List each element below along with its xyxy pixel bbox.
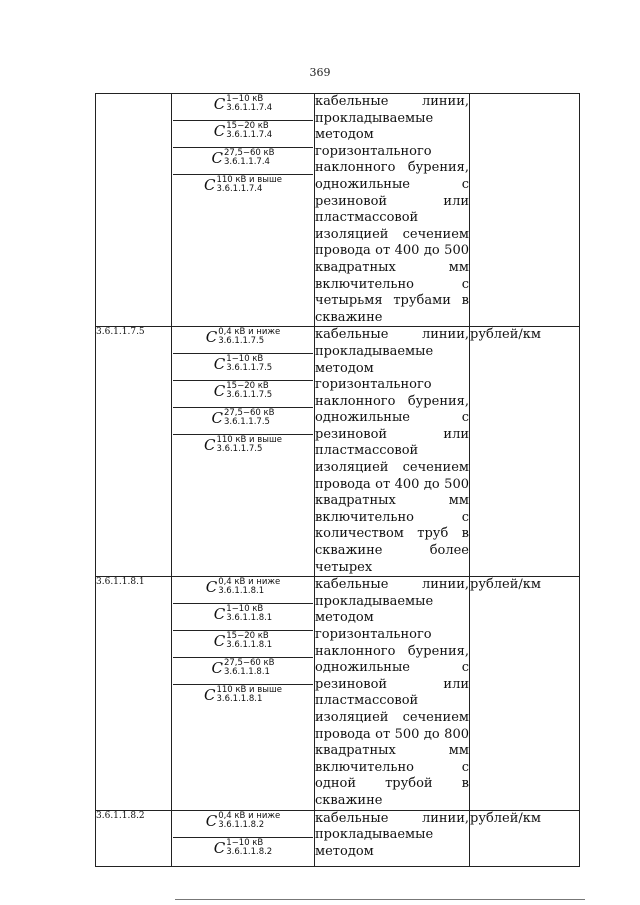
symbol-superscript: 1−10 кВ — [226, 354, 264, 365]
symbol-subscript: 3.6.1.1.8.2 — [226, 846, 273, 857]
row-code — [96, 94, 172, 327]
symbol-subscript: 3.6.1.1.7.5 — [226, 390, 273, 401]
formula — [214, 355, 272, 373]
cost-symbol — [173, 327, 313, 354]
symbol-superscript: 1−10 кВ — [226, 94, 264, 104]
symbol-base: C — [205, 811, 218, 830]
symbol-superscript: 27,5−60 кВ — [223, 658, 275, 669]
symbol-base: C — [213, 838, 226, 857]
cost-symbol — [173, 685, 313, 712]
row-code: 3.6.1.1.8.1 — [96, 577, 172, 810]
symbol-base: C — [211, 149, 223, 167]
row-unit: рублей/км — [470, 577, 580, 810]
table-row — [96, 810, 580, 866]
cost-symbol — [173, 408, 313, 435]
row-unit: рублей/км — [470, 327, 580, 577]
formula — [204, 436, 282, 454]
table-row — [96, 577, 580, 810]
symbol-subscript: 3.6.1.1.7.5 — [223, 417, 270, 428]
cost-symbol — [173, 94, 313, 121]
symbol-base: C — [203, 436, 216, 455]
symbol-superscript: 110 кВ и выше — [216, 685, 283, 696]
cost-symbol — [173, 838, 313, 865]
symbol-base: C — [211, 409, 223, 428]
symbol-base: C — [211, 659, 223, 678]
symbol-subscript: 3.6.1.1.8.2 — [218, 819, 265, 830]
row-unit: рублей/км — [470, 810, 580, 866]
symbol-superscript: 15−20 кВ — [226, 381, 269, 392]
symbol-base: C — [205, 328, 218, 347]
symbol-subscript: 3.6.1.1.8.1 — [226, 640, 273, 651]
symbol-superscript: 0,4 кВ и ниже — [218, 327, 281, 338]
symbol-superscript: 15−20 кВ — [226, 121, 269, 131]
formula — [211, 149, 274, 167]
tariff-table — [95, 93, 580, 867]
symbol-base: C — [213, 122, 226, 140]
formula — [214, 95, 272, 113]
row-symbols — [172, 327, 315, 577]
cost-symbol — [173, 354, 313, 381]
formula — [204, 176, 282, 194]
cost-symbol — [173, 148, 313, 175]
symbol-subscript: 3.6.1.1.7.5 — [216, 444, 263, 455]
footer-rule — [175, 899, 585, 900]
page-number: 369 — [309, 66, 331, 79]
row-symbols — [172, 577, 315, 810]
formula — [211, 409, 274, 427]
formula — [214, 839, 272, 857]
symbol-superscript: 110 кВ и выше — [216, 175, 283, 185]
symbol-base: C — [213, 382, 226, 401]
cost-symbol — [173, 577, 313, 604]
symbol-subscript: 3.6.1.1.7.4 — [226, 130, 273, 140]
formula — [214, 382, 272, 400]
symbol-subscript: 3.6.1.1.7.4 — [226, 103, 273, 113]
cost-symbol — [173, 658, 313, 685]
cost-symbol — [173, 435, 313, 462]
formula — [206, 812, 281, 830]
table-body — [96, 94, 580, 867]
formula — [206, 578, 281, 596]
symbol-subscript: 3.6.1.1.7.4 — [216, 184, 263, 194]
cost-symbol — [173, 811, 313, 838]
symbol-superscript: 1−10 кВ — [226, 837, 264, 848]
symbol-superscript: 110 кВ и выше — [216, 435, 283, 446]
symbol-superscript: 15−20 кВ — [226, 631, 269, 642]
symbol-subscript: 3.6.1.1.7.5 — [226, 363, 273, 374]
row-symbols — [172, 810, 315, 866]
symbol-subscript: 3.6.1.1.7.5 — [218, 336, 265, 347]
row-code: 3.6.1.1.7.5 — [96, 327, 172, 577]
formula — [214, 122, 272, 140]
table-row — [96, 327, 580, 577]
formula — [214, 605, 272, 623]
formula — [204, 686, 282, 704]
cost-symbol — [173, 121, 313, 148]
symbol-superscript: 27,5−60 кВ — [223, 148, 275, 158]
symbol-subscript: 3.6.1.1.8.1 — [218, 586, 265, 597]
symbol-base: C — [213, 605, 226, 624]
row-symbols — [172, 94, 315, 327]
row-unit — [470, 94, 580, 327]
formula — [211, 659, 274, 677]
cost-symbol — [173, 604, 313, 631]
symbol-base: C — [203, 176, 216, 194]
row-description: кабельные линии, прокладываемые методом горизонтального наклонного бурения, одножильные с резиновой или пластмассовой изоляцией сечением провода от 400 до 500 квадратных мм включительно с четырьмя трубами в скважине — [315, 94, 470, 327]
table-row — [96, 94, 580, 327]
cost-symbol — [173, 631, 313, 658]
formula — [214, 632, 272, 650]
symbol-subscript: 3.6.1.1.8.1 — [226, 613, 273, 624]
symbol-subscript: 3.6.1.1.8.1 — [223, 667, 270, 678]
symbol-base: C — [213, 355, 226, 374]
symbol-base: C — [213, 632, 226, 651]
symbol-superscript: 0,4 кВ и ниже — [218, 810, 281, 821]
cost-symbol — [173, 175, 313, 202]
symbol-subscript: 3.6.1.1.7.4 — [223, 157, 270, 167]
cost-symbol — [173, 381, 313, 408]
symbol-superscript: 1−10 кВ — [226, 604, 264, 615]
symbol-base: C — [203, 686, 216, 705]
row-description: кабельные линии, прокладываемые методом горизонтального наклонного бурения, одножильные с резиновой или пластмассовой изоляцией сечением провода от 400 до 500 квадратных мм включительно с количеством труб в скважине более четырех — [315, 327, 470, 577]
formula — [206, 328, 281, 346]
symbol-base: C — [213, 95, 226, 113]
row-description: кабельные линии, прокладываемые методом — [315, 810, 470, 866]
symbol-superscript: 0,4 кВ и ниже — [218, 577, 281, 588]
row-code: 3.6.1.1.8.2 — [96, 810, 172, 866]
symbol-base: C — [205, 578, 218, 597]
symbol-subscript: 3.6.1.1.8.1 — [216, 694, 263, 705]
symbol-superscript: 27,5−60 кВ — [223, 408, 275, 419]
row-description: кабельные линии, прокладываемые методом горизонтального наклонного бурения, одножильные с резиновой или пластмассовой изоляцией сечением провода от 500 до 800 квадратных мм включительно с одной трубой в скважине — [315, 577, 470, 810]
